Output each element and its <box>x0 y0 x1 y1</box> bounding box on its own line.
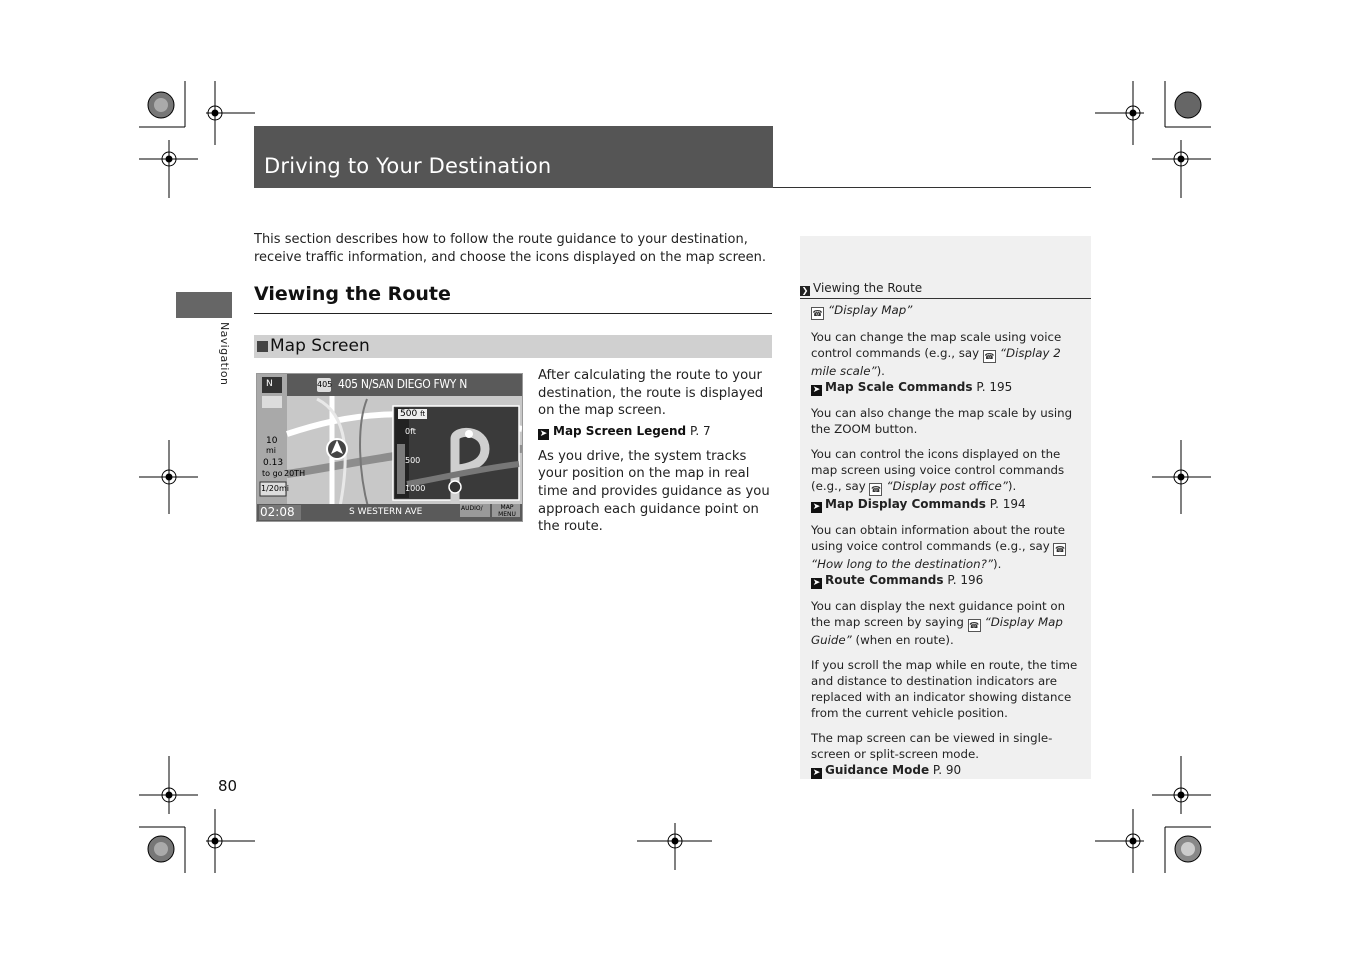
xref-page: P. 195 <box>976 380 1013 394</box>
inset-distance-value: 500 <box>400 409 418 419</box>
section-rule <box>254 313 772 314</box>
voice-command-text: “Display post office” <box>886 479 1008 493</box>
map-screen-image <box>256 373 523 522</box>
voice-command-text: “Display Map” <box>828 303 913 317</box>
xref-page: P. 194 <box>989 497 1026 511</box>
sidebar-text: The map screen can be viewed in single-screen or split-screen mode. <box>811 731 1053 761</box>
sidebar-rule <box>800 298 1091 299</box>
square-bullet-icon <box>257 341 268 352</box>
voice-command-icon: ☎ <box>870 485 881 494</box>
sidebar-para-scroll: If you scroll the map while en route, the time and distance to destination indicators are replaced with an indicator showing distance from the current vehicle position. <box>811 658 1078 720</box>
voice-command-icon: ☎ <box>969 621 980 630</box>
xref-guidance-mode[interactable] <box>811 762 1081 779</box>
sidebar-text: You can change the map scale using voice control commands (e.g., say <box>811 330 1062 360</box>
cross-reference-arrow-icon: ➤ <box>812 385 821 395</box>
title-rule <box>773 187 1091 188</box>
voice-command-icon: ☎ <box>1054 545 1065 554</box>
voice-command-text: “How long to the destination?” <box>811 557 993 571</box>
interstate-shield-icon: 405 <box>317 378 331 392</box>
xref-label: Map Screen Legend <box>553 423 687 438</box>
sidebar-heading <box>800 281 1091 296</box>
chapter-title: Driving to Your Destination <box>264 154 552 178</box>
sidebar-heading-text: Viewing the Route <box>813 281 923 295</box>
xref-page: P. 7 <box>689 423 711 438</box>
sidebar-para-guide <box>811 598 1081 648</box>
sidebar-text: (when en route). <box>855 633 954 647</box>
sidebar-heading-marker-icon: ❯ <box>801 286 809 295</box>
cross-reference-arrow-icon: ➤ <box>539 428 548 439</box>
page-number: 80 <box>218 777 238 795</box>
map-road-name: 405 N/SAN DIEGO FWY N <box>338 377 467 391</box>
chapter-title-bar <box>254 126 773 188</box>
xref-page: P. 196 <box>947 573 984 587</box>
map-time: 02:08 <box>260 505 295 519</box>
sidebar-text: ). <box>876 364 885 378</box>
inset-distance <box>398 409 427 419</box>
distance-value: 10 <box>266 436 278 446</box>
inset-tick-1: 500 <box>405 456 421 465</box>
map-menu-button: MAP MENU <box>498 504 516 518</box>
xref-map-display-commands[interactable] <box>811 496 1081 513</box>
sidebar-text: ). <box>1007 479 1017 493</box>
sidebar-para-zoom: You can also change the map scale by using the ZOOM button. <box>811 406 1073 436</box>
section-heading: Viewing the Route <box>254 283 451 305</box>
xref-page: P. 90 <box>932 763 962 777</box>
section-tab <box>176 292 232 318</box>
sidebar-text: You can control the icons displayed on the map screen using voice control commands (e.g., say <box>811 447 1065 493</box>
inset-tick-2: 1000 <box>405 484 426 493</box>
north-indicator: N <box>266 379 273 389</box>
audio-button: AUDIO/ <box>461 505 483 512</box>
body-paragraph-2: As you drive, the system tracks your position on the map in real time and provides guidance as you approach each guidance point on the route. <box>538 448 770 535</box>
distance-to-go-value: 0.13 <box>263 458 284 468</box>
map-scale-indicator: 1/20mi <box>261 484 289 493</box>
map-street-name: S WESTERN AVE <box>349 507 423 517</box>
voice-command-icon: ☎ <box>812 309 823 318</box>
map-street-left: 20TH <box>284 469 306 478</box>
sidebar-para-scale <box>811 329 1081 396</box>
cross-reference-arrow-icon: ➤ <box>812 768 821 778</box>
voice-command-icon: ☎ <box>984 352 995 361</box>
inset-tick-0: 0ft <box>405 427 416 436</box>
sidebar-body <box>811 302 1081 788</box>
subsection-bar <box>254 335 772 358</box>
section-tab-label: Navigation <box>218 322 231 386</box>
inset-distance-unit: ft <box>420 410 426 418</box>
sidebar-para-icons <box>811 446 1081 513</box>
xref-map-screen-legend[interactable] <box>538 422 774 440</box>
subsection-heading: Map Screen <box>270 336 370 356</box>
cross-reference-arrow-icon: ➤ <box>812 578 821 588</box>
voice-command-text: “Display Map Guide” <box>811 615 1063 647</box>
cross-reference-arrow-icon: ➤ <box>812 502 821 512</box>
to-go-label: to go <box>262 469 283 478</box>
xref-label: Map Display Commands <box>825 497 986 511</box>
sidebar-text: You can display the next guidance point on the map screen by saying <box>811 599 1066 629</box>
xref-label: Route Commands <box>825 573 944 587</box>
sidebar-text: You can obtain information about the route using voice control commands (e.g., say <box>811 523 1065 553</box>
sidebar-para-route <box>811 522 1081 589</box>
sidebar-command <box>811 302 1081 320</box>
sidebar-text: ). <box>992 557 1002 571</box>
xref-map-scale-commands[interactable] <box>811 379 1081 396</box>
map-illustration <box>257 374 522 521</box>
xref-route-commands[interactable] <box>811 572 1081 589</box>
body-column <box>538 367 774 536</box>
sidebar-para-mode <box>811 730 1081 779</box>
voice-command-text: “Display 2 mile scale” <box>811 346 1061 378</box>
body-paragraph-1: After calculating the route to your destination, the route is displayed on the map screen. <box>538 368 764 419</box>
intro-paragraph: This section describes how to follow the route guidance to your destination, receive traffic information, and choose the icons displayed on the map screen. <box>254 232 766 265</box>
xref-label: Guidance Mode <box>825 763 930 777</box>
xref-label: Map Scale Commands <box>825 380 973 394</box>
distance-unit: mi <box>266 446 277 455</box>
